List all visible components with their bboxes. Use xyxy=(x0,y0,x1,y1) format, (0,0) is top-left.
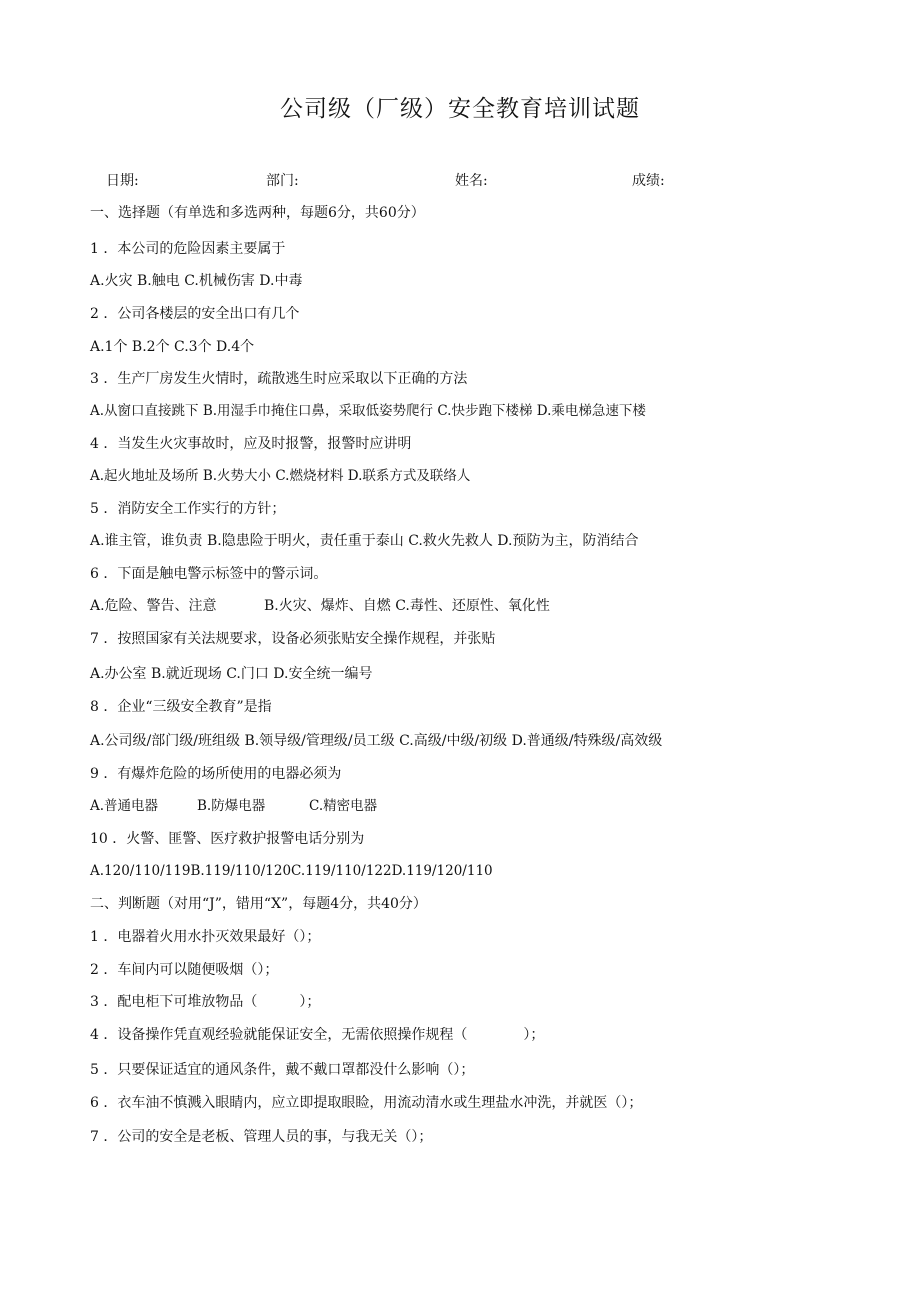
question-10-options: A.120/110/119B.119/110/120C.119/110/122D.119/120/110 xyxy=(90,863,493,879)
score-label: 成绩: xyxy=(632,173,665,189)
question-5: 5 ．消防安全工作实行的方针； xyxy=(90,501,286,517)
judgement-item-4: 4 ．设备操作凭直观经验就能保证安全，无需依照操作规程（ ）； xyxy=(90,1027,545,1043)
question-7: 7 ．按照国家有关法规要求，设备必须张贴安全操作规程，并张贴 xyxy=(90,631,496,647)
question-8: 8 ．企业“三级安全教育”是指 xyxy=(90,699,272,715)
name-label: 姓名: xyxy=(455,173,488,189)
judgement-item-2: 2 ．车间内可以随便吸烟（）； xyxy=(90,962,279,978)
judgement-item-1: 1 ．电器着火用水扑灭效果最好（）； xyxy=(90,929,321,945)
section1-heading: 一、选择题（有单选和多选两种，每题6分，共60分） xyxy=(90,205,425,221)
question-8-options: A.公司级/部门级/班组级 B.领导级/管理级/员工级 C.高级/中级/初级 D.普通级/特殊级/高效级 xyxy=(90,733,663,749)
question-3-options: A.从窗口直接跳下 B.用湿手巾掩住口鼻，采取低姿势爬行 C.快步跑下楼梯 D.乘电梯急速下楼 xyxy=(90,403,646,419)
judgement-item-7: 7 ．公司的安全是老板、管理人员的事，与我无关（）； xyxy=(90,1129,433,1145)
question-6: 6 ．下面是触电警示标签中的警示词。 xyxy=(90,566,328,582)
question-10: 10 ．火警、匪警、医疗救护报警电话分别为 xyxy=(90,831,365,847)
question-6-options-b: B.火灾、爆炸、自燃 C.毒性、还原性、氧化性 xyxy=(264,598,550,614)
question-1: 1 ．本公司的危险因素主要属于 xyxy=(90,241,286,257)
question-9: 9 ．有爆炸危险的场所使用的电器必须为 xyxy=(90,766,342,782)
question-4: 4 ．当发生火灾事故时，应及时报警，报警时应讲明 xyxy=(90,436,412,452)
judgement-item-5: 5 ．只要保证适宜的通风条件，戴不戴口罩都没什么影响（）； xyxy=(90,1062,475,1078)
question-6-options-a: A.危险、警告、注意 xyxy=(90,598,217,614)
question-4-options: A.起火地址及场所 B.火势大小 C.燃烧材料 D.联系方式及联络人 xyxy=(90,468,471,484)
department-label: 部门: xyxy=(266,173,299,189)
question-9-option-a: A.普通电器 xyxy=(90,798,159,814)
judgement-item-3: 3 ．配电柜下可堆放物品（ ）； xyxy=(90,994,321,1010)
section2-heading: 二、判断题（对用“J”，错用“X”，每题4分，共40分） xyxy=(90,896,427,912)
question-2: 2 ．公司各楼层的安全出口有几个 xyxy=(90,306,300,322)
question-9-option-b: B.防爆电器 xyxy=(197,798,266,814)
question-9-option-c: C.精密电器 xyxy=(309,798,378,814)
exam-info-row xyxy=(0,170,920,190)
question-5-options: A.谁主管，谁负责 B.隐患险于明火，责任重于泰山 C.救火先救人 D.预防为主，防消结合 xyxy=(90,533,639,549)
question-1-options: A.火灾 B.触电 C.机械伤害 D.中毒 xyxy=(90,273,303,289)
question-7-options: A.办公室 B.就近现场 C.门口 D.安全统一编号 xyxy=(90,666,373,682)
date-label: 日期: xyxy=(106,173,139,189)
page-title: 公司级（厂级）安全教育培训试题 xyxy=(280,96,640,122)
judgement-item-6: 6 ．衣车油不慎溅入眼睛内，应立即提取眼睑，用流动清水或生理盐水冲洗，并就医（）； xyxy=(90,1095,643,1111)
question-3: 3 ．生产厂房发生火情时，疏散逃生时应采取以下正确的方法 xyxy=(90,371,468,387)
question-2-options: A.1个 B.2个 C.3个 D.4个 xyxy=(90,339,255,355)
